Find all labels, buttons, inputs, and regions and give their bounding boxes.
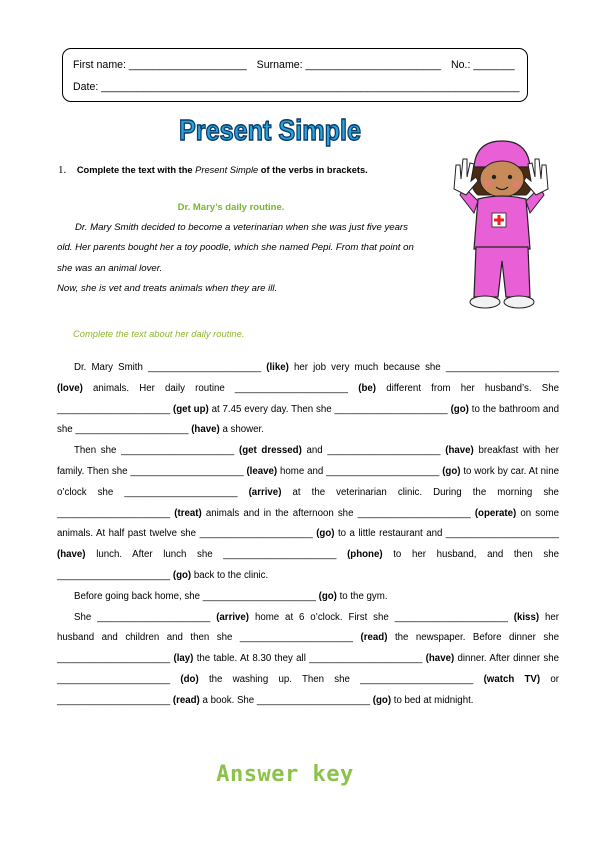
answer-blank[interactable]: _____________________ bbox=[256, 694, 371, 706]
answer-blank[interactable]: _____________________ bbox=[394, 611, 508, 623]
answer-blank[interactable]: _____________________ bbox=[57, 673, 171, 685]
page-title bbox=[170, 106, 370, 152]
answer-blank[interactable]: _____________________ bbox=[124, 486, 238, 498]
answer-blank[interactable]: _____________________ bbox=[239, 632, 354, 644]
answer-blank[interactable]: _____________________ bbox=[334, 403, 448, 415]
paragraph-1: Dr. Mary Smith _____________________ (like) her job very much because she _____________________ (love) animals. Her daily routine _____________________ (be) different from her husband’s. She _____________________ (get up) at 7.45 every day. Then she _____________________ (go) to the bathroom and she _____________________ (have) a shower. bbox=[57, 362, 559, 436]
name-row bbox=[73, 59, 515, 71]
exercise-text bbox=[57, 358, 559, 712]
answer-blank[interactable]: _____________________ bbox=[223, 549, 337, 561]
exercise-instruction: 1. Complete the text with the Present Simple of the verbs in brackets. bbox=[58, 164, 368, 176]
answer-blank[interactable]: _____________________ bbox=[57, 694, 171, 706]
answer-blank[interactable]: _____________________ bbox=[57, 653, 171, 665]
first-name-field[interactable]: First name: ____________________ bbox=[73, 59, 247, 71]
story-title: Dr. Mary’s daily routine. bbox=[177, 202, 285, 213]
answer-blank[interactable]: _____________________ bbox=[357, 507, 471, 519]
answer-blank[interactable]: _____________________ bbox=[327, 445, 441, 457]
sub-instruction: Complete the text about her daily routine. bbox=[73, 328, 245, 339]
student-info-box bbox=[62, 48, 528, 102]
number-field[interactable]: No.: _______ bbox=[450, 59, 515, 71]
answer-blank[interactable]: _____________________ bbox=[445, 528, 559, 540]
doctor-girl-illustration bbox=[452, 137, 550, 317]
answer-blank[interactable]: _____________________ bbox=[57, 507, 171, 519]
answer-blank[interactable]: _____________________ bbox=[202, 590, 316, 602]
answer-blank[interactable]: _____________________ bbox=[234, 382, 349, 394]
answer-blank[interactable]: _____________________ bbox=[360, 673, 474, 685]
answer-key-label: Answer key bbox=[216, 762, 354, 787]
date-field[interactable]: Date: _______________________________________________________________________ bbox=[73, 81, 520, 93]
paragraph-4: She _____________________ (arrive) home at 6 o’clock. First she _____________________ (kiss) her husband and children and then she _____________________ (read) the newspaper. Before dinner she _____________________ (lay) the table. At 8.30 they all _____________________ (have) dinner. After dinner she _____________________ (do) the washing up. Then she _____________________ (watch TV) or _____________________ (read) a book. She _____________________ (go) to bed at midnight. bbox=[57, 611, 560, 706]
answer-blank[interactable]: _____________________ bbox=[57, 569, 171, 581]
exercise-number: 1. bbox=[58, 164, 67, 176]
answer-blank[interactable]: _____________________ bbox=[309, 653, 423, 665]
surname-field[interactable]: Surname: _______________________ bbox=[256, 59, 442, 71]
answer-blank[interactable]: _____________________ bbox=[148, 362, 262, 373]
title-text: Present Simple bbox=[179, 115, 361, 147]
answer-blank[interactable]: _____________________ bbox=[57, 403, 171, 415]
paragraph-3: Before going back home, she _____________________ (go) to the gym. bbox=[74, 590, 388, 602]
story-intro: Dr. Mary Smith decided to become a veterinarian when she was just five years old. Her parents bought her a toy poodle, which she named Pepi. From that point on she was an animal lover. Now, she is vet and treats animals when they are ill. bbox=[57, 222, 414, 295]
answer-blank[interactable]: _____________________ bbox=[121, 445, 235, 457]
answer-blank[interactable]: _____________________ bbox=[326, 465, 440, 477]
answer-blank[interactable]: _____________________ bbox=[130, 465, 244, 477]
answer-blank[interactable]: _____________________ bbox=[75, 424, 189, 436]
answer-blank[interactable]: _____________________ bbox=[97, 611, 211, 623]
paragraph-2: Then she _____________________ (get dressed) and _____________________ (have) breakfast with her family. Then she _____________________ (leave) home and _____________________ (go) to work by car. At nine o’clock she _____________________ (arrive) at the veterinarian clinic. During the morning she _____________________ (treat) animals and in the afternoon she _____________________ (operate) on some animals. At half past twelve she _____________________ (go) to a little restaurant and _____________________ (have) lunch. After lunch she _____________________ (phone) to her husband, and then she _____________________ (go) back to the clinic. bbox=[57, 445, 559, 581]
answer-blank[interactable]: _____________________ bbox=[199, 528, 313, 540]
answer-blank[interactable]: _____________________ bbox=[445, 362, 559, 373]
